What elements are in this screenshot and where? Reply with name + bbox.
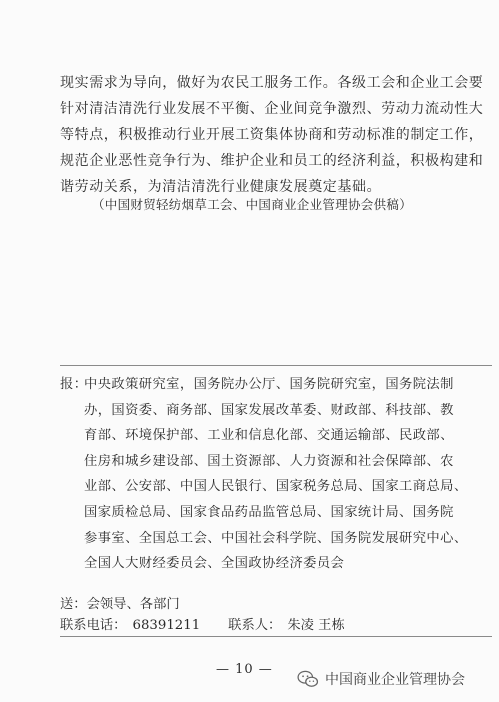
distribution-row: 业部、公安部、中国人民银行、国家税务总局、国家工商总局、 [84, 479, 468, 495]
page-number: — 10 — [216, 662, 273, 677]
watermark-text: 中国商业企业管理协会 [325, 672, 465, 688]
phone-value: 68391211 [132, 618, 201, 633]
divider-top [60, 365, 492, 366]
paragraph-line: 谐劳动关系，为清洁清洗行业健康发展奠定基础。 [60, 179, 382, 195]
send-to-label: 送： [60, 597, 87, 612]
report-to-label: 报： [60, 377, 88, 392]
distribution-text: 中央政策研究室，国务院办公厅、国务院研究室，国务院法制 [84, 377, 454, 392]
phone-label: 联系电话： [60, 618, 127, 633]
send-to-value: 会领导、各部门 [86, 597, 180, 612]
paragraph-line: 等特点，积极推动行业开展工资集体协商和劳动标准的制定工作， [60, 127, 484, 143]
contact-person-label: 联系人： [228, 618, 282, 633]
distribution-row: 参事室、全国总工会、中国社会科学院、国务院发展研究中心、 [84, 530, 468, 546]
source-attribution: （中国财贸轻纺烟草工会、中国商业企业管理协会供稿） [92, 197, 413, 212]
distribution-row: 全国人大财经委员会、全国政协经济委员会 [84, 556, 345, 572]
distribution-list [60, 372, 480, 577]
paragraph-line: 现实需求为导向，做好为农民工服务工作。各级工会和企业工会要 [60, 75, 484, 91]
paragraph-line: 规范企业恶性竞争行为、维护企业和员工的经济利益，积极构建和 [60, 153, 484, 169]
watermark [297, 669, 465, 689]
contact-line [60, 614, 351, 633]
body-paragraph [60, 70, 484, 200]
distribution-row: 住房和城乡建设部、国土资源部、人力资源和社会保障部、农 [84, 453, 454, 469]
distribution-row: 育部、环境保护部、工业和信息化部、交通运输部、民政部、 [84, 428, 454, 444]
contact-person-value: 朱凌 王栋 [287, 618, 345, 633]
send-to-line [60, 593, 180, 612]
divider-bottom [60, 636, 492, 637]
distribution-row [60, 372, 480, 398]
paragraph-line: 针对清洁清洗行业发展不平衡、企业间竞争激烈、劳动力流动性大 [60, 101, 484, 117]
wechat-icon [297, 670, 319, 688]
distribution-row: 国家质检总局、国家食品药品监管总局、国家统计局、国务院 [84, 504, 454, 520]
distribution-row: 办，国资委、商务部、国家发展改革委、财政部、科技部、教 [84, 402, 454, 418]
